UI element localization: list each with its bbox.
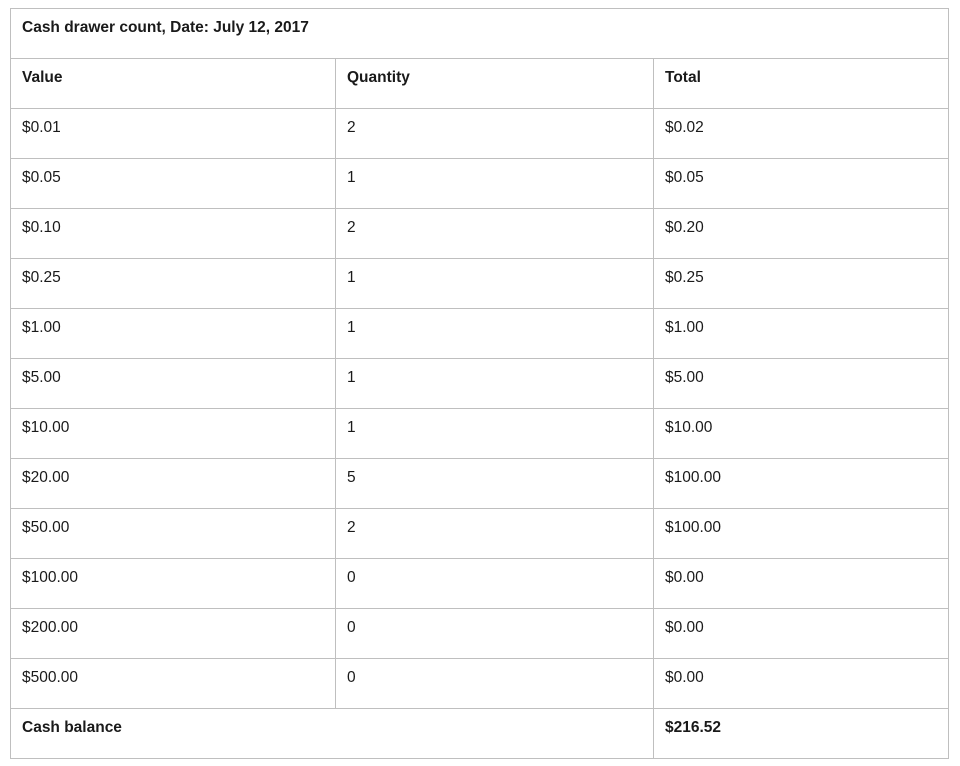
table-row [11,309,949,359]
cell-value: $5.00 [11,359,336,409]
cell-value: $0.25 [11,259,336,309]
table-row [11,459,949,509]
cell-total: $0.00 [654,609,949,659]
cell-quantity: 0 [336,659,654,709]
cell-value: $0.05 [11,159,336,209]
table-header-row [11,59,949,109]
cash-balance-label: Cash balance [11,709,654,759]
cell-total: $100.00 [654,459,949,509]
cell-quantity: 1 [336,309,654,359]
table-row [11,609,949,659]
cell-total: $0.00 [654,559,949,609]
cell-total: $5.00 [654,359,949,409]
table-row [11,359,949,409]
cell-total: $0.02 [654,109,949,159]
table-row [11,559,949,609]
cell-quantity: 5 [336,459,654,509]
table-row [11,159,949,209]
cell-value: $0.01 [11,109,336,159]
cash-balance-row [11,709,949,759]
document-title: Cash drawer count, Date: July 12, 2017 [11,9,949,59]
cell-total: $10.00 [654,409,949,459]
table-row [11,259,949,309]
cell-value: $0.10 [11,209,336,259]
cell-quantity: 2 [336,209,654,259]
column-header-quantity: Quantity [336,59,654,109]
cell-value: $50.00 [11,509,336,559]
cell-quantity: 1 [336,259,654,309]
column-header-total: Total [654,59,949,109]
cell-total: $0.00 [654,659,949,709]
table-title-row [11,9,949,59]
cell-total: $1.00 [654,309,949,359]
cell-value: $100.00 [11,559,336,609]
cell-quantity: 1 [336,409,654,459]
cell-quantity: 0 [336,609,654,659]
table-row [11,109,949,159]
table-row [11,409,949,459]
cell-value: $1.00 [11,309,336,359]
cell-total: $0.25 [654,259,949,309]
cell-total: $0.20 [654,209,949,259]
cell-total: $100.00 [654,509,949,559]
cell-quantity: 1 [336,159,654,209]
cell-quantity: 2 [336,109,654,159]
cell-quantity: 1 [336,359,654,409]
cell-value: $500.00 [11,659,336,709]
cash-drawer-count-table [10,8,949,759]
cash-balance-amount: $216.52 [654,709,949,759]
cell-quantity: 2 [336,509,654,559]
table-row [11,209,949,259]
cell-value: $20.00 [11,459,336,509]
table-row [11,659,949,709]
cell-value: $10.00 [11,409,336,459]
cell-quantity: 0 [336,559,654,609]
cell-total: $0.05 [654,159,949,209]
table-row [11,509,949,559]
column-header-value: Value [11,59,336,109]
cell-value: $200.00 [11,609,336,659]
